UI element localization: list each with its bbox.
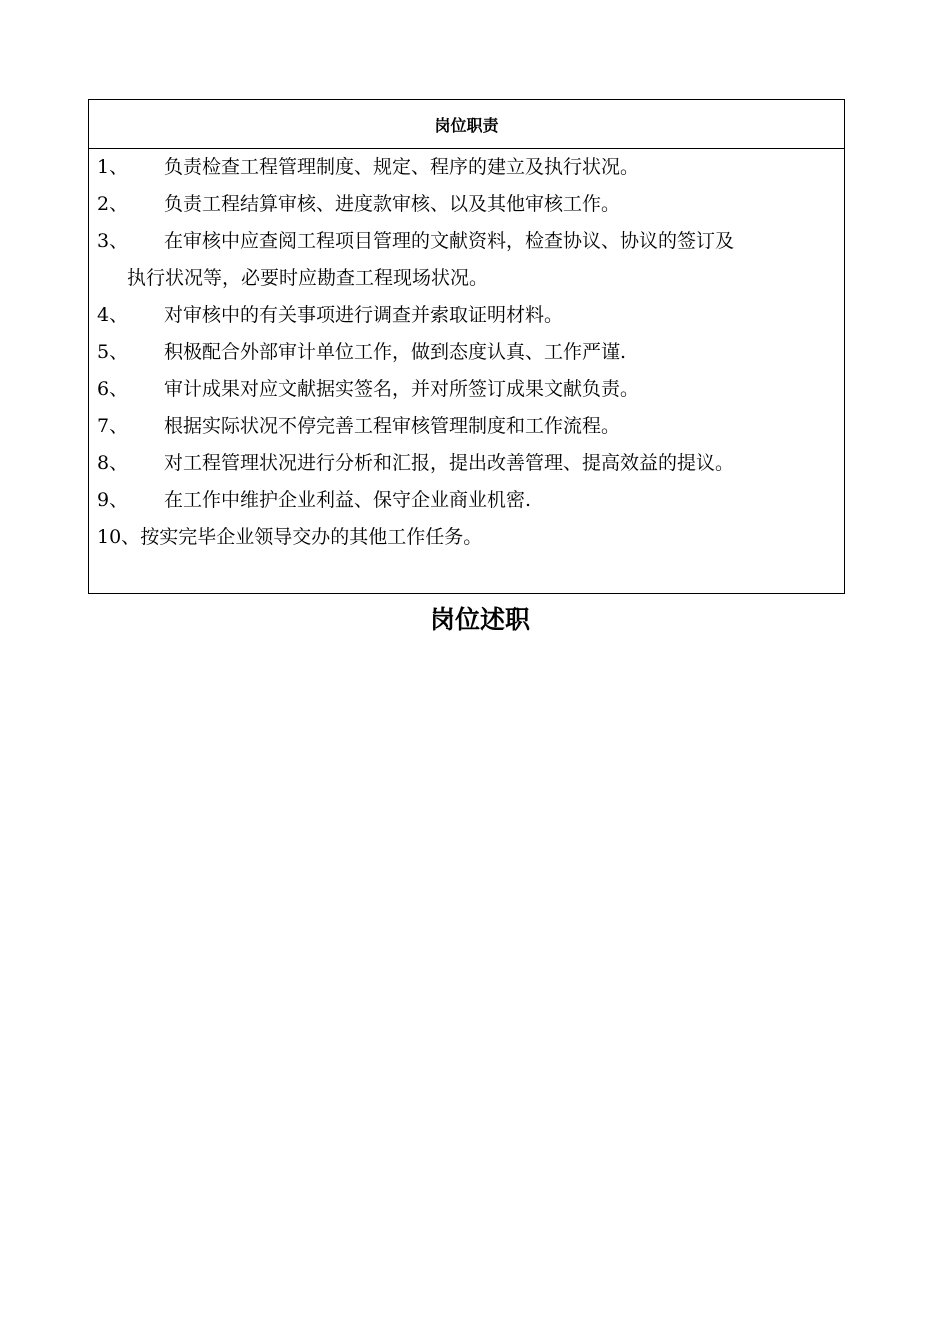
duty-item — [97, 519, 836, 556]
item-number: 2、 — [97, 193, 129, 215]
duty-item — [97, 149, 836, 186]
section-title: 岗位述职 — [429, 605, 530, 634]
item-text: 负责工程结算审核、进度款审核、以及其他审核工作。 — [164, 193, 621, 215]
item-number: 10、 — [97, 526, 141, 548]
item-text: 对工程管理状况进行分析和汇报，提出改善管理、提高效益的提议。 — [164, 452, 735, 474]
item-text: 负责检查工程管理制度、规定、程序的建立及执行状况。 — [164, 156, 640, 178]
duty-table — [88, 99, 845, 594]
duty-item — [97, 297, 836, 334]
item-number: 1、 — [97, 156, 129, 178]
item-number: 4、 — [97, 304, 129, 326]
duty-item — [97, 445, 836, 482]
item-number: 9、 — [97, 489, 129, 511]
item-number: 7、 — [97, 415, 129, 437]
item-text: 积极配合外部审计单位工作，做到态度认真、工作严谨. — [164, 341, 627, 363]
item-text: 按实完毕企业领导交办的其他工作任务。 — [140, 526, 483, 548]
duty-item — [97, 223, 836, 297]
item-text: 审计成果对应文献据实签名，并对所签订成果文献负责。 — [164, 378, 640, 400]
item-text: 在工作中维护企业利益、保守企业商业机密. — [164, 489, 532, 511]
table-header: 岗位职责 — [89, 100, 844, 149]
item-number: 6、 — [97, 378, 129, 400]
duty-item — [97, 371, 836, 408]
duty-item — [97, 408, 836, 445]
item-text: 对审核中的有关事项进行调查并索取证明材料。 — [164, 304, 564, 326]
item-number: 8、 — [97, 452, 129, 474]
duty-item — [97, 186, 836, 223]
item-text: 根据实际状况不停完善工程审核管理制度和工作流程。 — [164, 415, 621, 437]
duty-list — [89, 149, 844, 556]
item-number: 3、 — [97, 230, 129, 252]
item-text: 在审核中应查阅工程项目管理的文献资料，检查协议、协议的签订及 — [164, 230, 735, 252]
duty-item — [97, 334, 836, 371]
duty-item — [97, 482, 836, 519]
item-number: 5、 — [97, 341, 129, 363]
item-text-continued: 执行状况等，必要时应勘查工程现场状况。 — [127, 267, 489, 289]
